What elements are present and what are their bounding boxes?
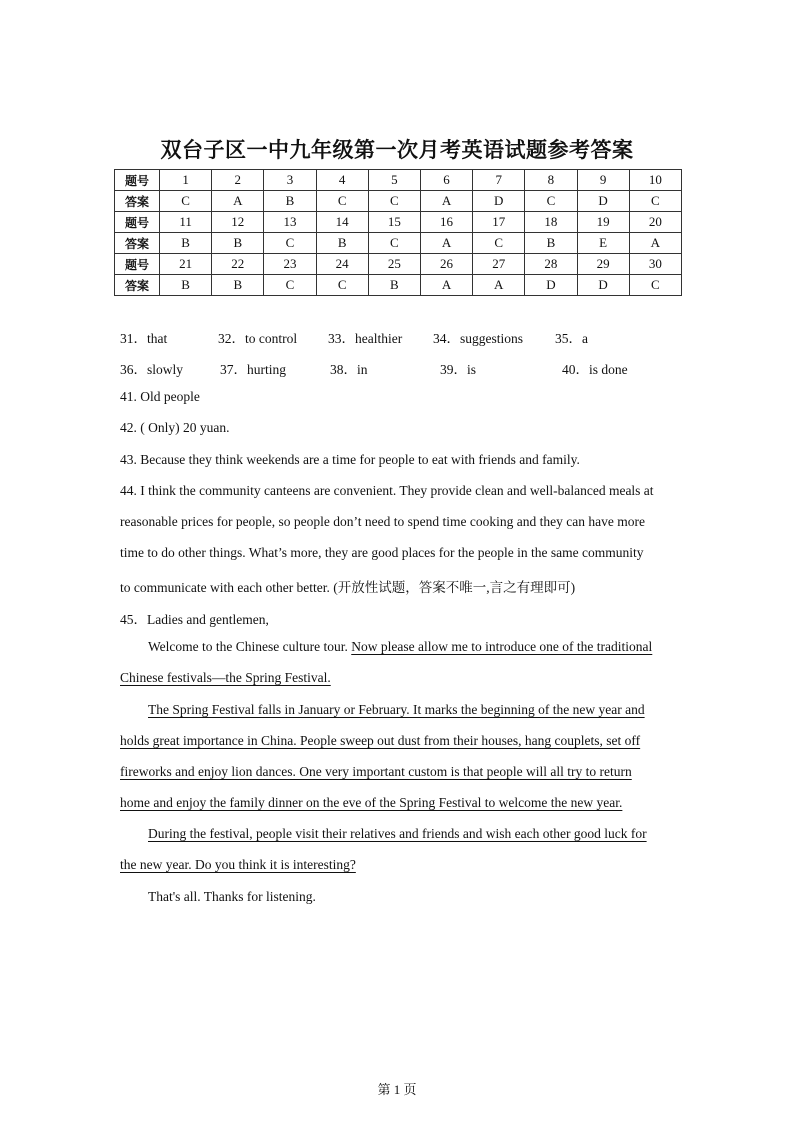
table-cell: 10 <box>629 170 681 191</box>
table-cell: 24 <box>316 254 368 275</box>
essay-text: Welcome to the Chinese culture tour. <box>148 639 352 654</box>
row-header: 答案 <box>115 233 160 254</box>
essay-line <box>148 826 647 842</box>
table-cell: C <box>473 233 525 254</box>
essay-line <box>120 857 356 873</box>
answer-38: 38．in <box>330 362 368 377</box>
table-cell: 6 <box>420 170 472 191</box>
table-cell: 18 <box>525 212 577 233</box>
essay-underlined-text: Chinese festivals—the Spring Festival. <box>120 670 331 685</box>
essay-underlined-text: Now please allow me to introduce one of the traditional <box>351 639 653 654</box>
table-cell: A <box>629 233 681 254</box>
table-cell: A <box>212 191 264 212</box>
answer-32: 32．to control <box>218 331 298 346</box>
answer-44-line: time to do other things. What’s more, they are good places for the people in the same community <box>120 545 644 560</box>
table-cell: 8 <box>525 170 577 191</box>
answer-36: 36．slowly <box>120 362 184 377</box>
table-cell: 26 <box>420 254 472 275</box>
table-cell: B <box>212 233 264 254</box>
essay-line <box>148 702 645 718</box>
answer-43: 43. Because they think weekends are a time for people to eat with friends and family. <box>120 452 580 467</box>
table-cell: B <box>316 233 368 254</box>
table-cell: A <box>420 233 472 254</box>
answer-table <box>114 169 682 296</box>
table-cell: D <box>577 275 629 296</box>
table-cell: C <box>629 191 681 212</box>
table-cell: 29 <box>577 254 629 275</box>
answer-44-line: to communicate with each other better. (开放性试题，答案不唯一,言之有理即可) <box>120 580 576 595</box>
table-cell: 23 <box>264 254 316 275</box>
table-row <box>115 254 682 275</box>
answer-39: 39．is <box>440 362 477 377</box>
answer-40: 40．is done <box>562 362 628 377</box>
essay-underlined-text: holds great importance in China. People sweep out dust from their houses, hang couplets, set off <box>120 733 641 748</box>
table-cell: B <box>160 275 212 296</box>
table-cell: 27 <box>473 254 525 275</box>
table-cell: C <box>264 275 316 296</box>
table-cell: C <box>316 191 368 212</box>
row-header: 题号 <box>115 254 160 275</box>
answer-34: 34．suggestions <box>433 331 524 346</box>
table-cell: B <box>160 233 212 254</box>
table-cell: 12 <box>212 212 264 233</box>
answer-37: 37．hurting <box>220 362 286 377</box>
table-cell: 5 <box>368 170 420 191</box>
table-cell: 25 <box>368 254 420 275</box>
table-cell: 7 <box>473 170 525 191</box>
table-cell: C <box>316 275 368 296</box>
table-row <box>115 275 682 296</box>
table-cell: C <box>629 275 681 296</box>
answer-31: 31．that <box>120 331 168 346</box>
table-cell: 1 <box>160 170 212 191</box>
essay-line <box>120 764 632 780</box>
table-cell: 19 <box>577 212 629 233</box>
table-row <box>115 170 682 191</box>
table-cell: 11 <box>160 212 212 233</box>
row-header: 答案 <box>115 191 160 212</box>
answer-35: 35．a <box>555 331 588 346</box>
answer-44-line: reasonable prices for people, so people don’t need to spend time cooking and they can have more <box>120 514 645 529</box>
table-cell: 14 <box>316 212 368 233</box>
row-header: 题号 <box>115 212 160 233</box>
table-cell: C <box>160 191 212 212</box>
essay-underlined-text: fireworks and enjoy lion dances. One very important custom is that people will all try to return <box>120 764 632 779</box>
table-cell: D <box>577 191 629 212</box>
essay-paragraph-1 <box>148 639 652 655</box>
table-row <box>115 212 682 233</box>
essay-greeting: 45．Ladies and gentlemen, <box>120 612 269 627</box>
table-cell: B <box>368 275 420 296</box>
answer-33: 33．healthier <box>328 331 403 346</box>
table-cell: C <box>264 233 316 254</box>
essay-line <box>120 733 640 749</box>
table-cell: C <box>368 233 420 254</box>
table-row <box>115 191 682 212</box>
essay-underlined-text: the new year. Do you think it is interesting? <box>120 857 356 872</box>
table-cell: D <box>473 191 525 212</box>
answer-44-line: 44. I think the community canteens are convenient. They provide clean and well-balanced meals at <box>120 483 654 498</box>
table-cell: A <box>420 275 472 296</box>
table-cell: 30 <box>629 254 681 275</box>
row-header: 答案 <box>115 275 160 296</box>
table-cell: C <box>368 191 420 212</box>
essay-underlined-text: During the festival, people visit their relatives and friends and wish each other good luck for <box>148 826 647 841</box>
table-cell: B <box>525 233 577 254</box>
table-cell: 20 <box>629 212 681 233</box>
table-row <box>115 233 682 254</box>
answer-41: 41. Old people <box>120 389 200 404</box>
essay-closing: That's all. Thanks for listening. <box>148 889 316 904</box>
essay-underlined-text: The Spring Festival falls in January or February. It marks the beginning of the new year and <box>148 702 645 717</box>
table-cell: 21 <box>160 254 212 275</box>
table-cell: 28 <box>525 254 577 275</box>
table-cell: 9 <box>577 170 629 191</box>
table-cell: D <box>525 275 577 296</box>
table-cell: B <box>264 191 316 212</box>
essay-underlined-text: home and enjoy the family dinner on the eve of the Spring Festival to welcome the new year. <box>120 795 623 810</box>
page-title: 双台子区一中九年级第一次月考英语试题参考答案 <box>160 137 634 162</box>
row-header: 题号 <box>115 170 160 191</box>
essay-line <box>120 795 622 811</box>
table-cell: 16 <box>420 212 472 233</box>
table-cell: 22 <box>212 254 264 275</box>
table-cell: 17 <box>473 212 525 233</box>
essay-line <box>120 670 331 686</box>
table-cell: A <box>473 275 525 296</box>
table-cell: 13 <box>264 212 316 233</box>
answer-42: 42. ( Only) 20 yuan. <box>120 420 230 435</box>
table-cell: E <box>577 233 629 254</box>
table-cell: B <box>212 275 264 296</box>
table-cell: C <box>525 191 577 212</box>
table-cell: 3 <box>264 170 316 191</box>
table-cell: A <box>420 191 472 212</box>
page-number: 第 1 页 <box>377 1082 417 1097</box>
table-cell: 4 <box>316 170 368 191</box>
table-cell: 2 <box>212 170 264 191</box>
table-cell: 15 <box>368 212 420 233</box>
